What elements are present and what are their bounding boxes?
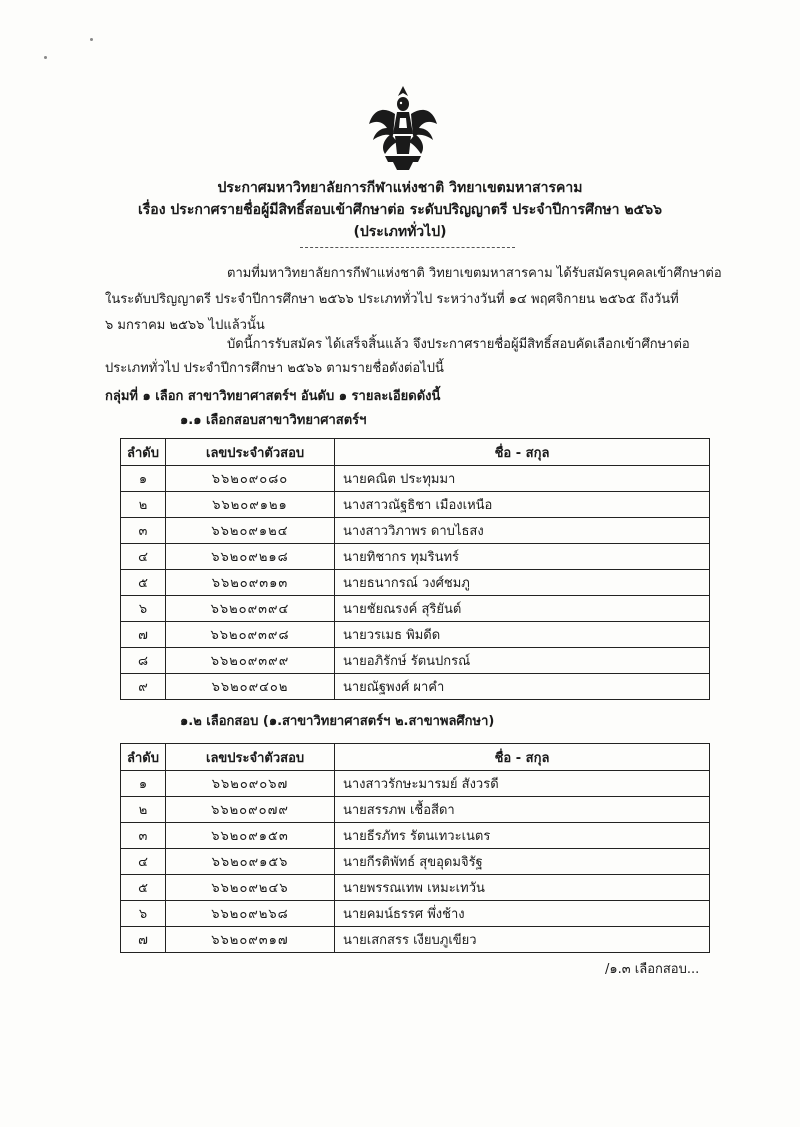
column-order: ลำดับ — [121, 439, 166, 466]
order-cell: ๘ — [121, 648, 166, 674]
name-cell: นายสรรภพ เชื้อสีดา — [335, 797, 710, 823]
table-row — [121, 648, 710, 674]
order-cell: ๔ — [121, 849, 166, 875]
candidates-table-1-2 — [120, 743, 710, 953]
name-cell: นางสาวรักษะมารมย์ สังวรดี — [335, 771, 710, 797]
order-cell: ๒ — [121, 492, 166, 518]
announcement-subject: เรื่อง ประกาศรายชื่อผู้มีสิทธิ์สอบเข้าศึกษาต่อ ระดับปริญญาตรี ประจำปีการศึกษา ๒๕๖๖ — [138, 202, 662, 218]
exam-id-cell: ๖๖๒๐๙๐๖๗ — [166, 771, 335, 797]
divider — [300, 247, 515, 248]
table-row — [121, 466, 710, 492]
exam-id-cell: ๖๖๒๐๙๓๑๗ — [166, 927, 335, 953]
table-row — [121, 622, 710, 648]
name-cell: นายอภิรักษ์ รัตนปกรณ์ — [335, 648, 710, 674]
paragraph-1-line-1: ตามที่มหาวิทยาลัยการกีฬาแห่งชาติ วิทยาเขตมหาสารคาม ได้รับสมัครบุคคลเข้าศึกษาต่อ — [227, 266, 722, 281]
exam-id-cell: ๖๖๒๐๙๓๙๘ — [166, 622, 335, 648]
name-cell: นายธีรภัทร รัตนเทวะเนตร — [335, 823, 710, 849]
group-1-heading: กลุ่มที่ ๑ เลือก สาขาวิทยาศาสตร์ฯ อันดับ ๑ รายละเอียดดังนี้ — [105, 389, 441, 404]
column-order: ลำดับ — [121, 744, 166, 771]
name-cell: นางสาววิภาพร ดาบไธสง — [335, 518, 710, 544]
table-row — [121, 901, 710, 927]
name-cell: นางสาวณัฐธิชา เมืองเหนือ — [335, 492, 710, 518]
announcement-issuer: ประกาศมหาวิทยาลัยการกีฬาแห่งชาติ วิทยาเขตมหาสารคาม — [217, 180, 583, 196]
exam-id-cell: ๖๖๒๐๙๔๐๒ — [166, 674, 335, 700]
order-cell: ๕ — [121, 570, 166, 596]
order-cell: ๑ — [121, 466, 166, 492]
column-exam-id: เลขประจำตัวสอบ — [166, 439, 335, 466]
table-row — [121, 570, 710, 596]
order-cell: ๗ — [121, 927, 166, 953]
exam-id-cell: ๖๖๒๐๙๒๔๖ — [166, 875, 335, 901]
paragraph-1-line-3: ๖ มกราคม ๒๕๖๖ ไปแล้วนั้น — [105, 318, 265, 333]
column-full-name: ชื่อ - สกุล — [335, 744, 710, 771]
table-row — [121, 518, 710, 544]
paragraph-2-line-1: บัดนี้การรับสมัคร ได้เสร็จสิ้นแล้ว จึงประกาศรายชื่อผู้มีสิทธิ์สอบคัดเลือกเข้าศึกษาต่อ — [227, 337, 690, 352]
table-header-row — [121, 439, 710, 466]
section-1-1-heading: ๑.๑ เลือกสอบสาขาวิทยาศาสตร์ฯ — [180, 413, 367, 428]
name-cell: นายพรรณเทพ เหมะเทวัน — [335, 875, 710, 901]
exam-id-cell: ๖๖๒๐๙๑๕๓ — [166, 823, 335, 849]
exam-id-cell: ๖๖๒๐๙๑๒๔ — [166, 518, 335, 544]
order-cell: ๖ — [121, 901, 166, 927]
order-cell: ๑ — [121, 771, 166, 797]
order-cell: ๕ — [121, 875, 166, 901]
table-row — [121, 492, 710, 518]
name-cell: นายกีรติพัทธ์ สุขอุดมจิรัฐ — [335, 849, 710, 875]
exam-id-cell: ๖๖๒๐๙๓๙๔ — [166, 596, 335, 622]
exam-id-cell: ๖๖๒๐๙๒๖๘ — [166, 901, 335, 927]
name-cell: นายคณิต ประทุมมา — [335, 466, 710, 492]
order-cell: ๔ — [121, 544, 166, 570]
order-cell: ๓ — [121, 518, 166, 544]
order-cell: ๗ — [121, 622, 166, 648]
name-cell: นายณัฐพงศ์ ผาคำ — [335, 674, 710, 700]
column-full-name: ชื่อ - สกุล — [335, 439, 710, 466]
table-row — [121, 596, 710, 622]
exam-id-cell: ๖๖๒๐๙๑๕๖ — [166, 849, 335, 875]
scan-speck — [90, 38, 93, 41]
table-row — [121, 823, 710, 849]
order-cell: ๙ — [121, 674, 166, 700]
table-header-row — [121, 744, 710, 771]
candidates-table-1-1 — [120, 438, 710, 700]
paragraph-2-line-2: ประเภททั่วไป ประจำปีการศึกษา ๒๕๖๖ ตามรายชื่อดังต่อไปนี้ — [105, 361, 444, 376]
order-cell: ๒ — [121, 797, 166, 823]
garuda-emblem — [367, 84, 439, 172]
name-cell: นายทิชากร ทุมรินทร์ — [335, 544, 710, 570]
exam-id-cell: ๖๖๒๐๙๓๙๙ — [166, 648, 335, 674]
name-cell: นายคมน์ธรรศ พึ่งช้าง — [335, 901, 710, 927]
order-cell: ๖ — [121, 596, 166, 622]
exam-id-cell: ๖๖๒๐๙๓๑๓ — [166, 570, 335, 596]
name-cell: นายวรเมธ พิมดีด — [335, 622, 710, 648]
table-row — [121, 797, 710, 823]
exam-id-cell: ๖๖๒๐๙๐๘๐ — [166, 466, 335, 492]
announcement-type: (ประเภททั่วไป) — [353, 224, 447, 240]
table-row — [121, 544, 710, 570]
paragraph-1-line-2: ในระดับปริญญาตรี ประจำปีการศึกษา ๒๕๖๖ ประเภททั่วไป ระหว่างวันที่ ๑๔ พฤศจิกายน ๒๕๖๕ ถึงวันที่ — [105, 292, 679, 307]
table-row — [121, 875, 710, 901]
table-row — [121, 674, 710, 700]
exam-id-cell: ๖๖๒๐๙๐๗๙ — [166, 797, 335, 823]
table-row — [121, 927, 710, 953]
exam-id-cell: ๖๖๒๐๙๑๒๑ — [166, 492, 335, 518]
table-row — [121, 771, 710, 797]
name-cell: นายธนากรณ์ วงศ์ชมภู — [335, 570, 710, 596]
table-row — [121, 849, 710, 875]
scan-speck — [44, 56, 47, 59]
column-exam-id: เลขประจำตัวสอบ — [166, 744, 335, 771]
name-cell: นายเสกสรร เงียบภูเขียว — [335, 927, 710, 953]
section-1-2-heading: ๑.๒ เลือกสอบ (๑.สาขาวิทยาศาสตร์ฯ ๒.สาขาพลศึกษา) — [180, 714, 495, 729]
exam-id-cell: ๖๖๒๐๙๒๑๘ — [166, 544, 335, 570]
name-cell: นายชัยณรงค์ สุริยันต์ — [335, 596, 710, 622]
continuation-note: /๑.๓ เลือกสอบ... — [605, 962, 700, 977]
order-cell: ๓ — [121, 823, 166, 849]
